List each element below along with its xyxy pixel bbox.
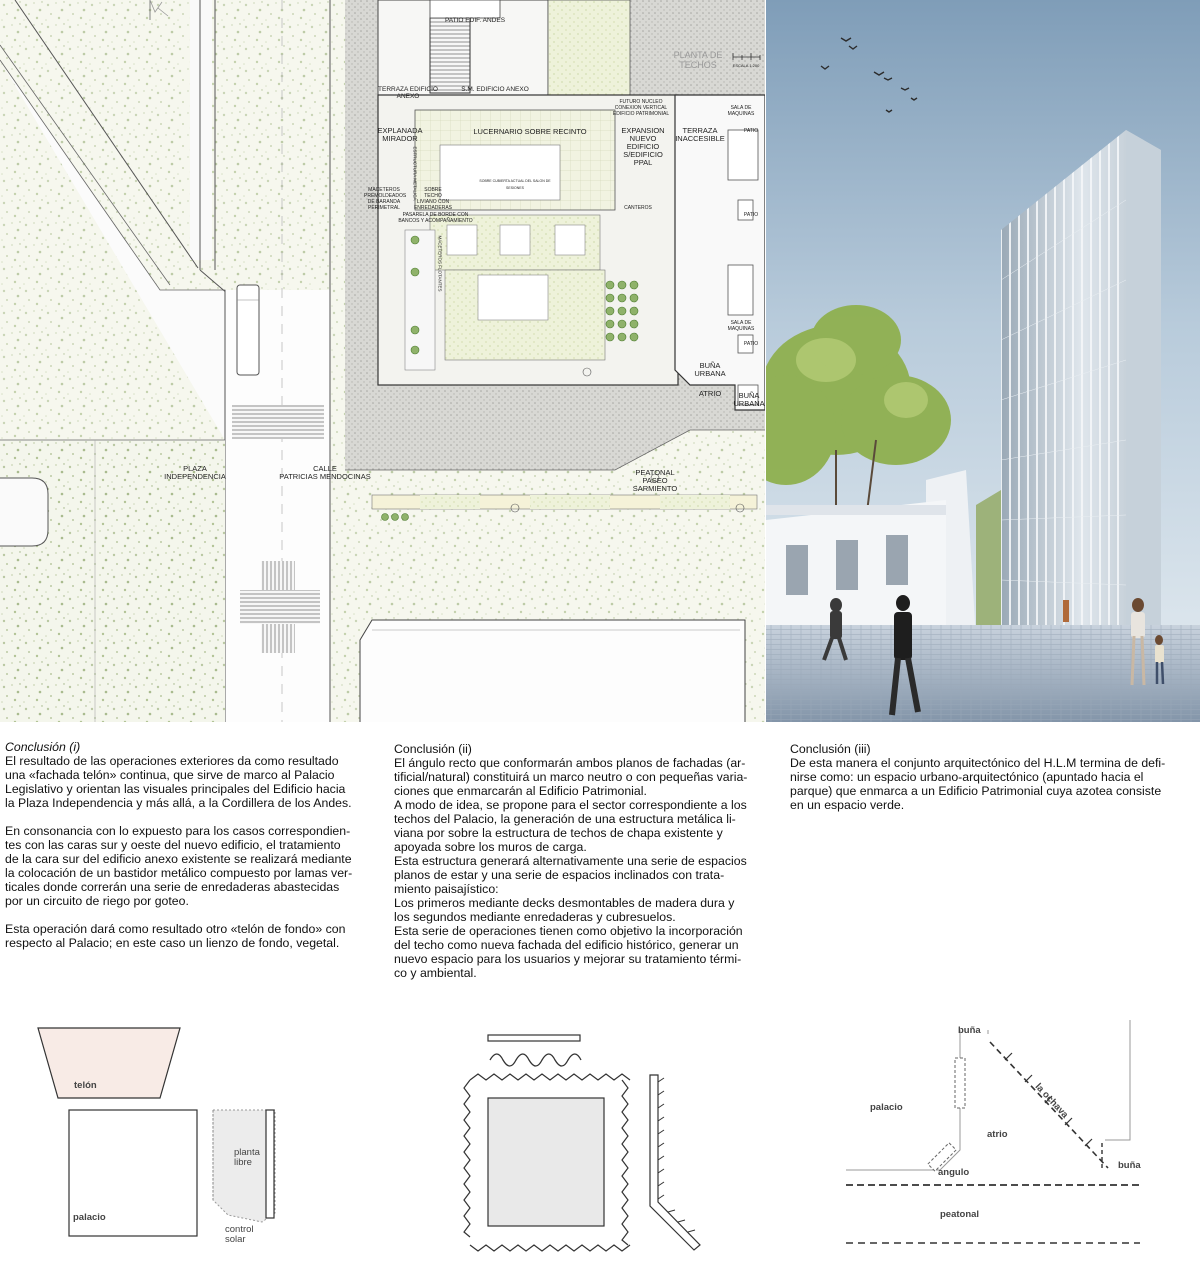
label-buna-right: buña — [1118, 1160, 1141, 1171]
diagram-zigzag-roof — [450, 1020, 710, 1269]
label-palacio-1: palacio — [73, 1212, 106, 1223]
label-sobre-techo: SOBRE TECHO LIVIANO CON ENREDADERAS — [413, 187, 453, 211]
label-expansion: EXPANSION NUEVO EDIFICIO S/EDIFICIO PPAL — [621, 126, 665, 167]
diagram-telon — [0, 1010, 300, 1269]
roof-plan-drawing — [0, 0, 765, 722]
label-futuro-nucleo: FUTURO NUCLEO CONEXION VERTICAL EDIFICIO PATRIMONIAL — [612, 99, 670, 117]
label-peatonal-paseo: PEATONAL PASEO SARMIENTO — [632, 468, 678, 493]
scale-note: ESCALA 1:200 — [732, 63, 760, 68]
label-patio-edif-andes: PATIO EDIF. ANDES — [444, 17, 506, 24]
label-explanada-mirador: EXPLANADA MIRADOR — [377, 126, 423, 143]
diagram-atrio — [840, 1010, 1200, 1269]
label-telon: telón — [74, 1080, 97, 1091]
conclusion-2-column — [394, 742, 774, 980]
label-pasarela: PASARELA DE BORDE CON BANCOS Y ACOMPAÑAMIENTO — [398, 212, 473, 224]
label-maceteros-premoldeados: MACETEROS PREMOLDEADOS DE BARANDA PERIMETRAL — [364, 187, 407, 211]
label-peatonal-diagram: peatonal — [940, 1209, 980, 1220]
conclusion-1-paragraph-3: Esta operación dará como resultado otro «telón de fondo» con respecto al Palacio; en este caso un lienzo de fondo, vegetal. — [5, 922, 346, 950]
label-terraza-inaccesible: TERRAZA INACCESIBLE — [675, 126, 725, 143]
diagram-atrio-svg — [840, 1010, 1200, 1269]
label-atrio: ATRIO — [698, 389, 722, 398]
label-sala-maquinas-1: SALA DE MAQUINAS — [727, 105, 755, 117]
conclusion-3-body: De esta manera el conjunto arquitectónico del H.L.M termina de defi- nirse como: un espacio urbano-arquitectónico (apuntado hacia el parque) que enmarca a un Edificio Patrimonial cuya azotea consiste en un espacio verde. — [790, 756, 1166, 812]
label-calle: CALLE PATRICIAS MENDOCINAS — [279, 464, 371, 481]
diagram-zigzag-svg — [450, 1020, 710, 1269]
label-patio-2: PATIO — [743, 212, 759, 218]
label-estructura-vertical: ESTRUCTURA METALICA — [412, 146, 418, 201]
label-planta-libre: planta libre — [234, 1147, 260, 1168]
label-canteros: CANTEROS — [624, 205, 652, 211]
conclusion-2-body: El ángulo recto que conformarán ambos planos de fachadas (ar- tificial/natural) constituirá un marco neutro o con pequeñas varia- ciones que enmarcarán al Edificio Patrimonial. A modo de idea, se propone para el sector correspondiente a los techos del Palacio, la generación de una estructura metálica li- viana por sobre la estructura de techos de chapa existente y apoyada sobre los muros de carga. Esta estructura generará alternativamente una serie de espacios planos de estar y una serie de espacios inclinados con trata- miento paisajístico: Los primeros mediante decks desmontables de madera dura y los segundos mediante enredaderas y cubresuelos. Esta serie de operaciones tienen como objetivo la incorporación del techo como nueva fachada del edificio histórico, generar un nuevo espacio para los usuarios y mejorar su tratamiento térmi- co y ambiental. — [394, 756, 748, 980]
label-buna-urbana-2: BUÑA URBANA — [733, 391, 765, 408]
label-angulo: angulo — [938, 1167, 970, 1178]
label-terraza-edificio-anexo: TERRAZA EDIFICIO ANEXO — [378, 86, 438, 100]
conclusion-1-column — [5, 740, 385, 950]
label-control-solar: control solar — [225, 1224, 254, 1245]
render-svg — [766, 0, 1200, 722]
label-sm-edificio-anexo: S.M. EDIFICIO ANEXO — [461, 86, 529, 93]
label-sala-maquinas-2: SALA DE MAQUINAS — [727, 320, 755, 332]
label-buna-urbana-1: BUÑA URBANA — [694, 361, 726, 378]
label-la-ochava: la ochava — [1032, 1081, 1071, 1121]
label-plaza-independencia: PLAZA INDEPENDENCIA — [164, 464, 226, 481]
label-patio-3: PATIO — [743, 341, 759, 347]
sheet-title: PLANTA DE TECHOS — [673, 50, 723, 70]
label-lucernario: LUCERNARIO SOBRE RECINTO — [473, 127, 587, 136]
label-atrio-diagram: atrio — [987, 1129, 1008, 1140]
label-lucernario-note: SOBRE CUBIERTA ACTUAL DEL SALON DE SESIONES — [479, 179, 551, 190]
label-patio-1: PATIO — [743, 128, 759, 134]
conclusion-1-title: Conclusión (i) — [5, 740, 81, 754]
conclusion-1-paragraph-1: El resultado de las operaciones exteriores da como resultado una «fachada telón» continua, que sirve de marco al Palacio Legislativo y orientan las visuales principales del Edificio hacia la Plaza Independencia y más allá, a la Cordillera de los Andes. — [5, 754, 352, 810]
conclusion-1-paragraph-2: En consonancia con lo expuesto para los casos correspondien- tes con las caras sur y oeste del nuevo edificio, el tratamiento de la cara sur del edificio anexo existente se realizará mediante la colocación de un bastidor metálico compuesto por lamas ver- ticales donde correrán una serie de enredaderas abastecidas por un circuito de riego por goteo. — [5, 824, 353, 908]
conclusion-3-column — [790, 742, 1190, 812]
conclusion-3-title: Conclusión (iii) — [790, 742, 871, 756]
label-buna-top: buña — [958, 1025, 981, 1036]
label-maceteros-flotantes: MACETEROS FLOTANTES — [437, 235, 443, 292]
label-palacio-3: palacio — [870, 1102, 903, 1113]
diagram-telon-svg — [0, 1010, 300, 1269]
perspective-render — [766, 0, 1200, 722]
conclusion-2-title: Conclusión (ii) — [394, 742, 472, 756]
